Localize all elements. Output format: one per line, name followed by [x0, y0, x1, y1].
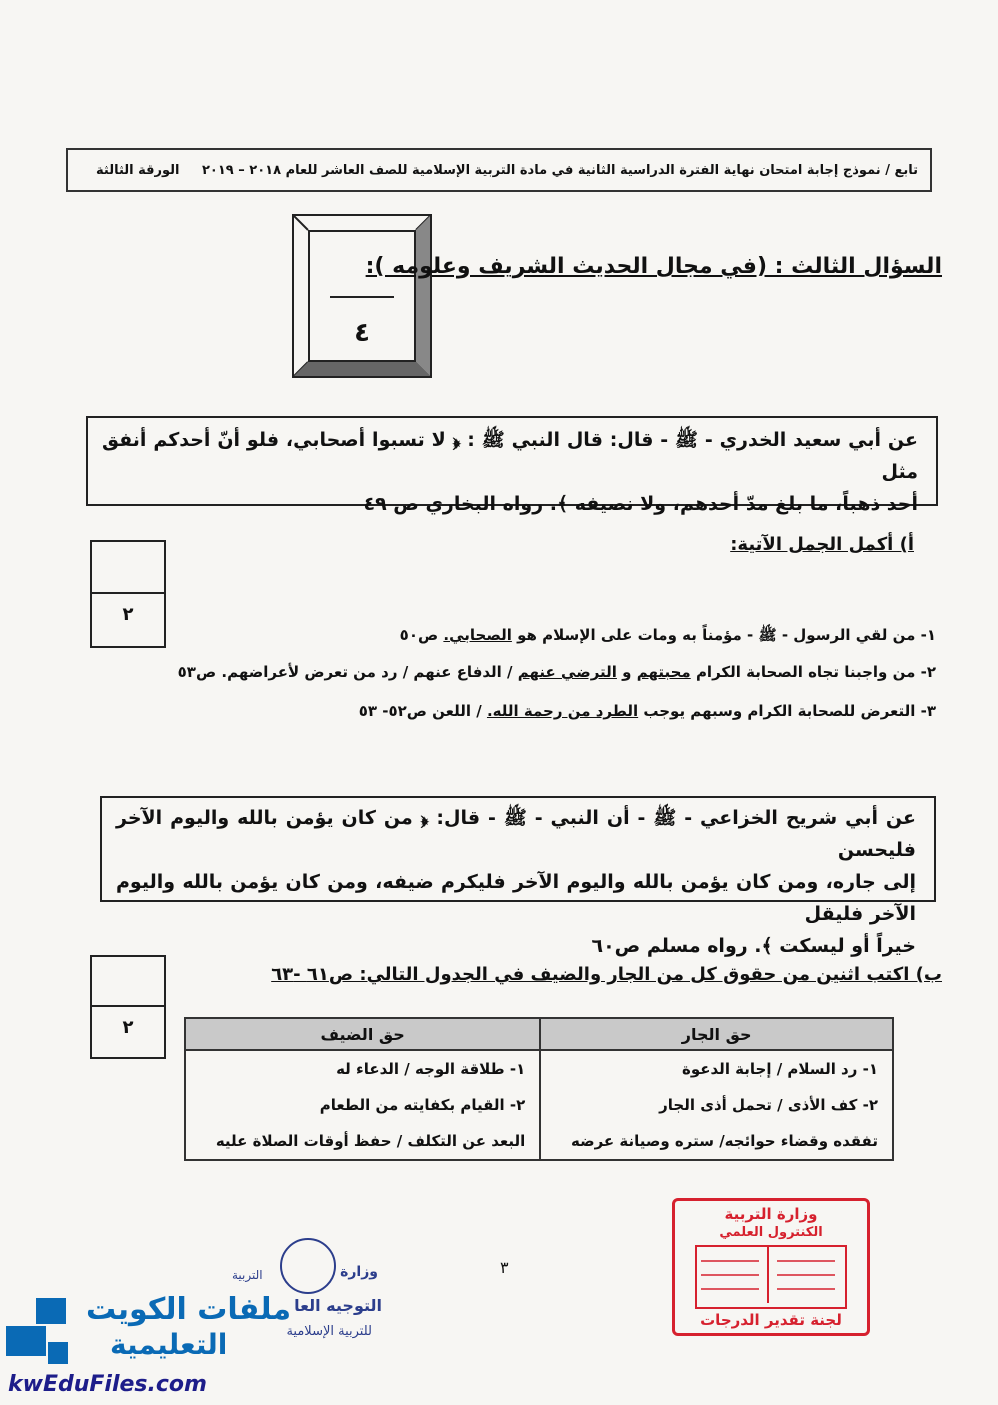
hadith2-line1: عن أبي شريح الخزاعي - ﷺ - أن النبي - ﷺ - قال: ﴿ من كان يؤمن بالله واليوم الآخر فليحسن [116, 807, 916, 861]
item3-rest: / اللعن ص٥٢- ٥٣ [358, 702, 487, 720]
watermark-title: ملفات الكويت [86, 1292, 292, 1327]
item2-rest: / الدفاع عنهم / رد من تعرض لأعراضهم. ص٥٣ [177, 663, 518, 681]
question-score-box [292, 214, 432, 378]
site-watermark [0, 1292, 292, 1402]
page-number: ٣ [500, 1258, 509, 1277]
item2-text: ٢- من واجبنا تجاه الصحابة الكرام [690, 663, 936, 681]
stamp-top-text: وزارة التربية [724, 1205, 818, 1223]
ministry-text-2: التربية [232, 1268, 263, 1282]
watermark-subtitle: التعليمية [110, 1328, 228, 1361]
stamp-bottom-text: لجنة تقدير الدرجات [700, 1311, 842, 1329]
item1-ref: ص٥٠ [399, 626, 444, 644]
ministry-text-1: وزارة [340, 1264, 378, 1280]
item1-text: ١- من لقي الرسول - ﷺ - مؤمناً به ومات على الإسلام هو [511, 626, 936, 644]
hadith1-line2: أحد ذهباً، ما بلغ مدّ أحدهم، ولا نصيفه ﴾. رواه البخاري ص ٤٩ [363, 493, 918, 515]
table-header-row [185, 1018, 893, 1050]
hadith2-line2: إلى جاره، ومن كان يؤمن بالله واليوم الآخر فليكرم ضيفه، ومن كان يؤمن بالله واليوم الآخر فليقل [116, 871, 916, 925]
table-cell: البعد عن التكلف / حفظ أوقات الصلاة عليه [185, 1123, 540, 1160]
exam-header [66, 148, 932, 192]
table-row [185, 1123, 893, 1160]
score-frame-inner [308, 230, 416, 362]
part-a-mark: ٢ [122, 604, 134, 625]
control-stamp [672, 1198, 870, 1336]
part-a-mark-box [90, 540, 166, 648]
watermark-block-icon [48, 1342, 68, 1364]
mark-blank [92, 542, 164, 594]
table-cell: ٢- القيام بكفايته من الطعام [185, 1087, 540, 1123]
item2-answer-1: محبتهم [636, 663, 691, 681]
stamp-sub-text: الكنترول العلمي [719, 1225, 823, 1240]
hadith-box-2 [100, 796, 936, 957]
table-row [185, 1050, 893, 1087]
header-guest: حق الضيف [185, 1018, 540, 1050]
score-blank-line [330, 296, 394, 298]
ministry-text-3: التوجيه العا [294, 1296, 382, 1315]
watermark-block-icon [36, 1298, 66, 1324]
part-a-item-3 [359, 702, 936, 720]
table-row [185, 1087, 893, 1123]
mark-blank [92, 957, 164, 1007]
part-b-mark: ٢ [122, 1017, 134, 1038]
item2-answer-2: الترضي عنهم [517, 663, 617, 681]
part-a-item-1 [400, 626, 936, 648]
header-page-label: الورقة الثالثة [96, 163, 180, 178]
question-score: ٤ [354, 318, 370, 348]
hadith-box-1 [86, 416, 938, 515]
table-cell: ٢- كف الأذى / تحمل أذى الجار [540, 1087, 893, 1123]
item3-text: ٣- التعرض للصحابة الكرام وسبهم يوجب [638, 702, 936, 720]
watermark-block-icon [6, 1326, 46, 1356]
question-title: السؤال الثالث : (في مجال الحديث الشريف وعلومه ): [365, 254, 942, 279]
stamp-book-icon [695, 1245, 847, 1309]
item1-answer: الصحابي. [443, 626, 512, 644]
part-a-title: أ) أكمل الجمل الآتية: [730, 534, 914, 555]
item3-answer: الطرد من رحمة الله. [486, 702, 639, 720]
hadith1-line1: عن أبي سعيد الخدري - ﷺ - قال: قال النبي ﷺ : ﴿ لا تسبوا أصحابي، فلو أنّ أحدكم أنفق مثل [102, 429, 918, 483]
watermark-url: kwEduFiles.com [8, 1372, 207, 1397]
rights-table [184, 1017, 894, 1161]
ministry-text-4: للتربية الإسلامية [286, 1324, 372, 1339]
table-cell: ١- رد السلام / إجابة الدعوة [540, 1050, 893, 1087]
header-title: تابع / نموذج إجابة امتحان نهاية الفترة الدراسية الثانية في مادة التربية الإسلامية للصف العاشر للعام ٢٠١٨ – ٢٠١٩ [201, 163, 918, 178]
hadith2-line3: خيراً أو ليسكت ﴾. رواه مسلم ص٦٠ [591, 935, 916, 957]
ministry-emblem-icon [280, 1238, 336, 1294]
table-cell: ١- طلاقة الوجه / الدعاء له [185, 1050, 540, 1087]
book-lines-icon [691, 1247, 845, 1303]
part-b-title: ب) اكتب اثنين من حقوق كل من الجار والضيف في الجدول التالي: ص٦١ -٦٣ [271, 964, 942, 985]
table-cell: تفقده وقضاء حوائجه/ ستره وصيانة عرضه [540, 1123, 893, 1160]
header-neighbor: حق الجار [540, 1018, 893, 1050]
part-a-item-2 [178, 663, 936, 681]
item2-mid: و [616, 663, 637, 681]
part-b-mark-box [90, 955, 166, 1059]
